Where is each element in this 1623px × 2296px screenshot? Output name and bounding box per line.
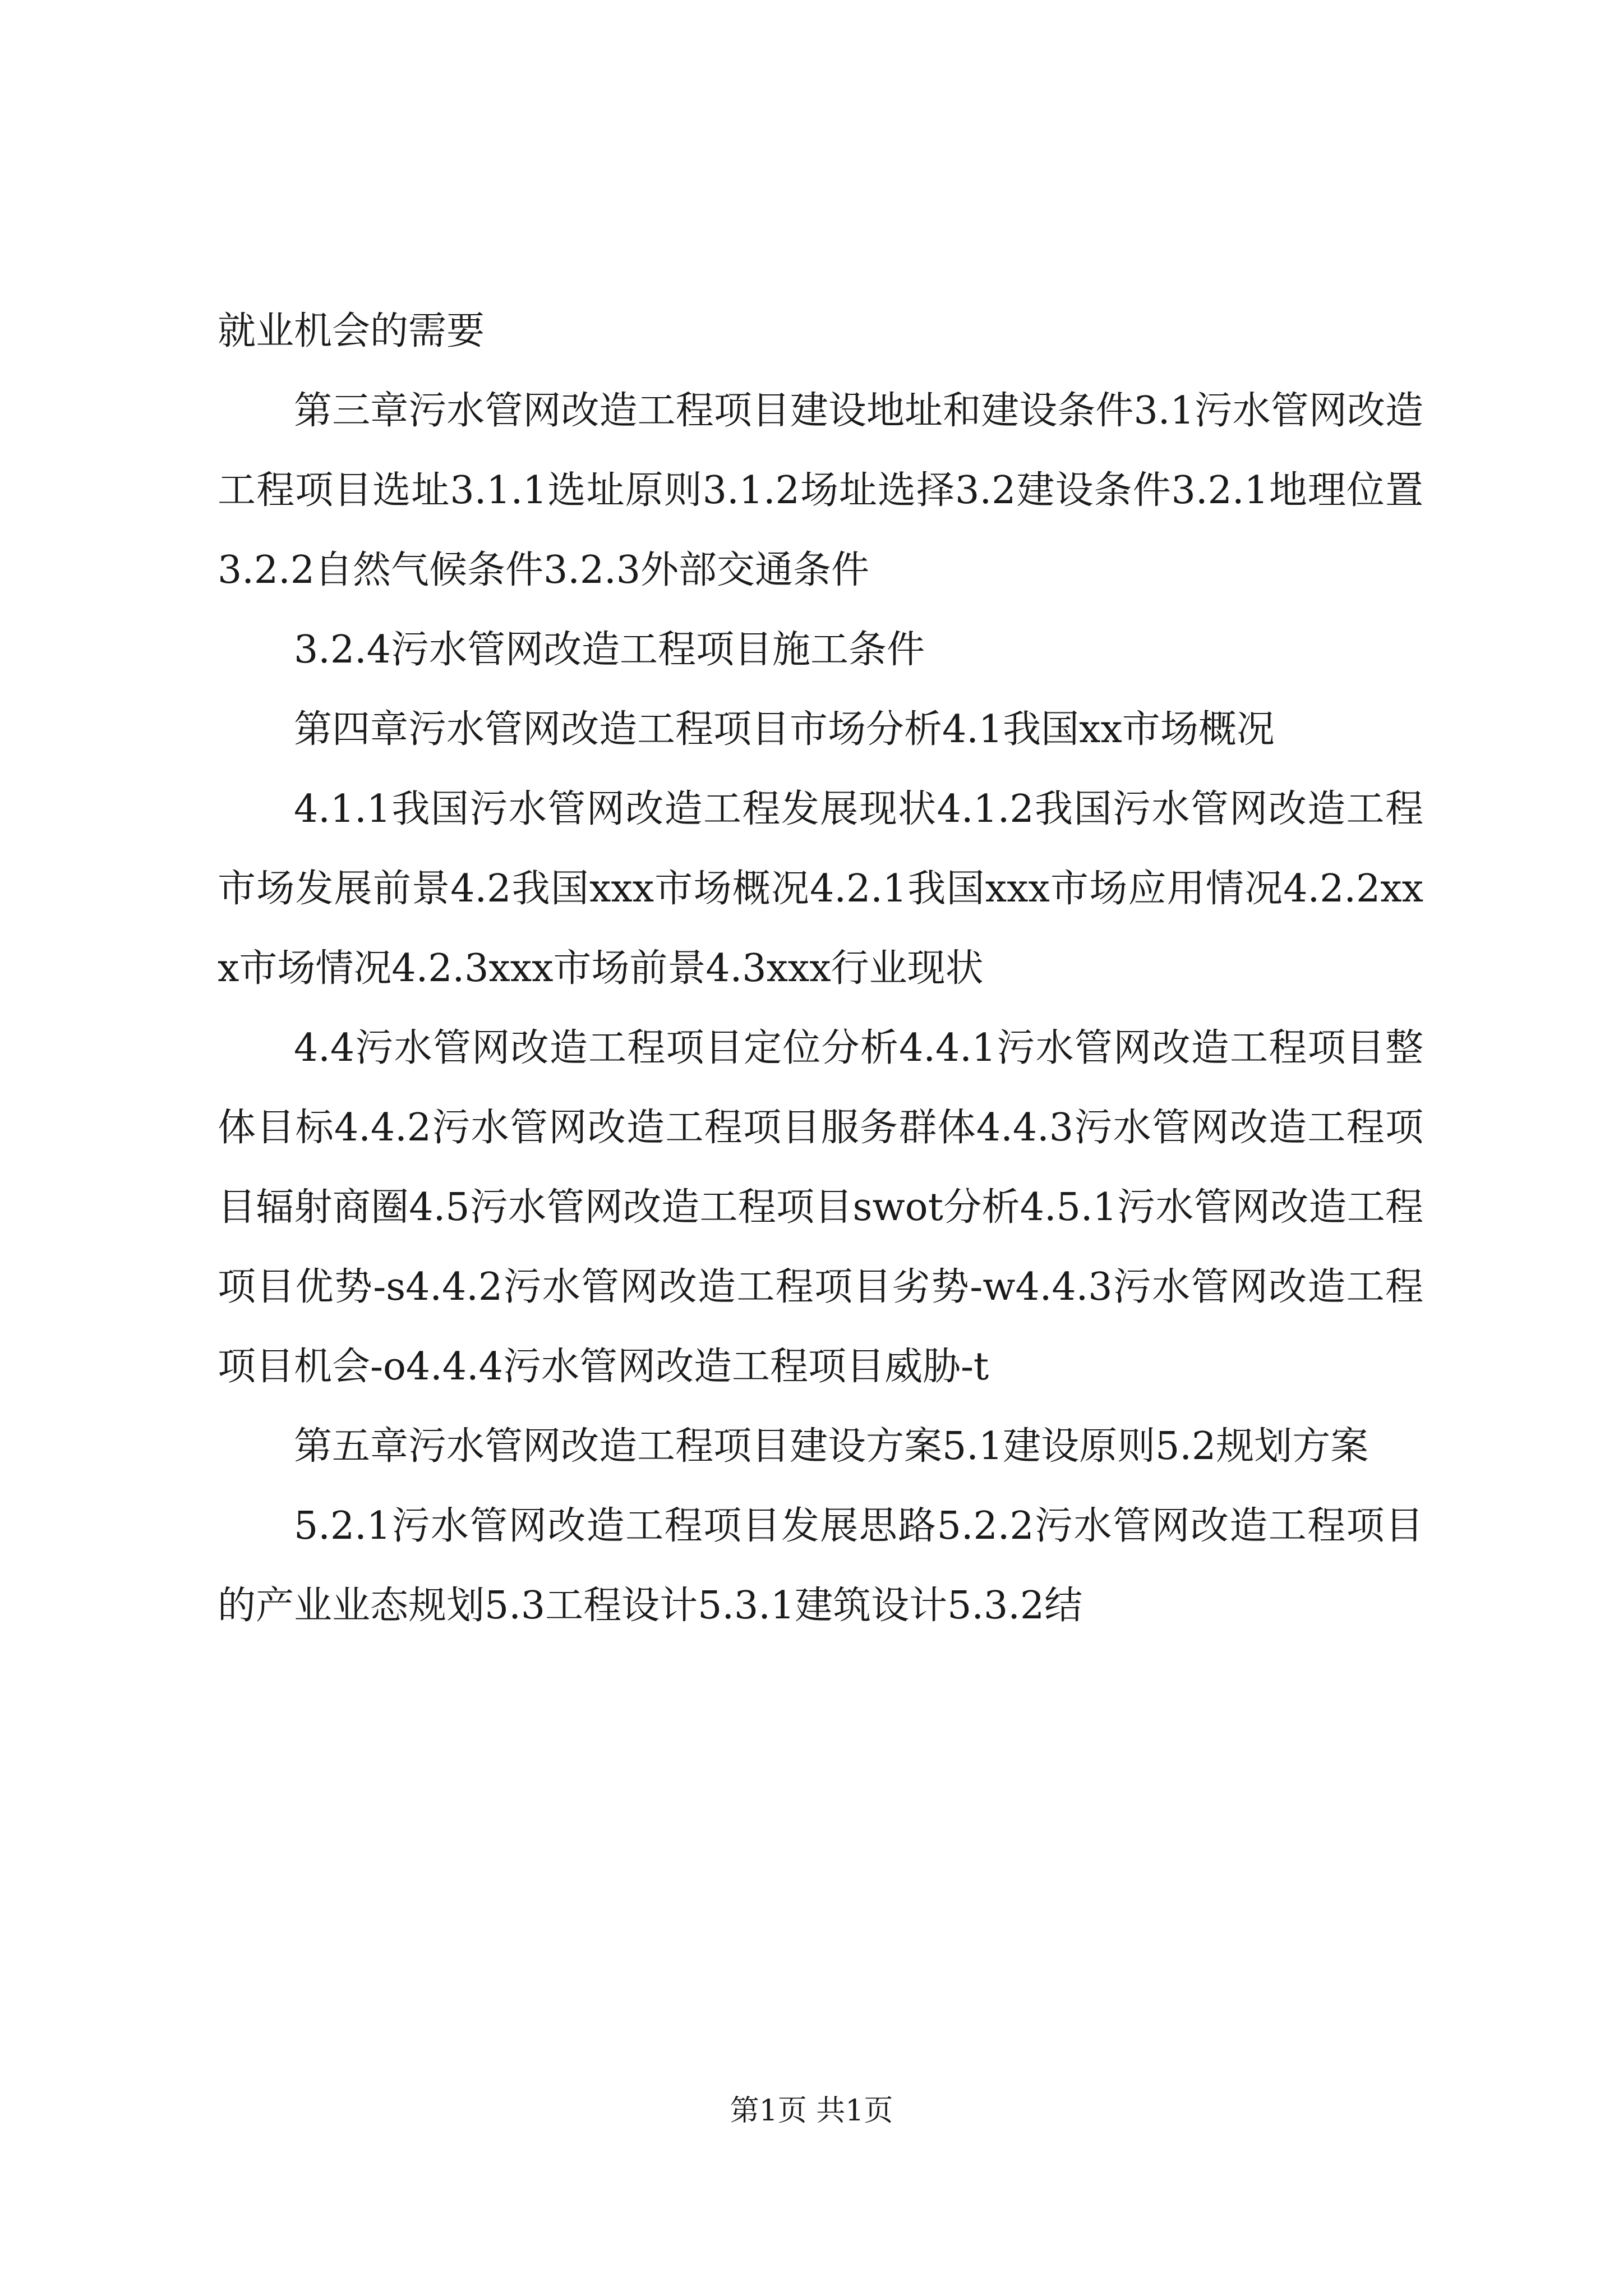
- paragraph-4-1-1: 4.1.1我国污水管网改造工程发展现状4.1.2我国污水管网改造工程市场发展前景4.2我国xxx市场概况4.2.1我国xxx市场应用情况4.2.2xxx市场情况4.2.3xxx市场前景4.3xxx行业现状: [218, 787, 1423, 991]
- paragraph-3-2-4: 3.2.4污水管网改造工程项目施工条件: [294, 628, 925, 672]
- paragraph-4-4: 4.4污水管网改造工程项目定位分析4.4.1污水管网改造工程项目整体目标4.4.2污水管网改造工程项目服务群体4.4.3污水管网改造工程项目辐射商圈4.5污水管网改造工程项目swot分析4.5.1污水管网改造工程项目优势-s4.4.2污水管网改造工程项目劣势-w4.4.3污水管网改造工程项目机会-o4.4.4污水管网改造工程项目威胁-t: [218, 1026, 1423, 1389]
- page-footer: 第1页 共1页: [730, 2094, 893, 2128]
- paragraph-chapter-3: 第三章污水管网改造工程项目建设地址和建设条件3.1污水管网改造工程项目选址3.1.1选址原则3.1.2场址选择3.2建设条件3.2.1地理位置3.2.2自然气候条件3.2.3外部交通条件: [218, 389, 1423, 592]
- paragraph-continuation: 就业机会的需要: [218, 309, 485, 353]
- paragraph-chapter-5: 第五章污水管网改造工程项目建设方案5.1建设原则5.2规划方案: [294, 1424, 1369, 1469]
- paragraph-5-2-1: 5.2.1污水管网改造工程项目发展思路5.2.2污水管网改造工程项目的产业业态规划5.3工程设计5.3.1建筑设计5.3.2结: [218, 1504, 1423, 1628]
- document-body: [218, 292, 1423, 1646]
- paragraph-chapter-4: 第四章污水管网改造工程项目市场分析4.1我国xx市场概况: [294, 707, 1275, 752]
